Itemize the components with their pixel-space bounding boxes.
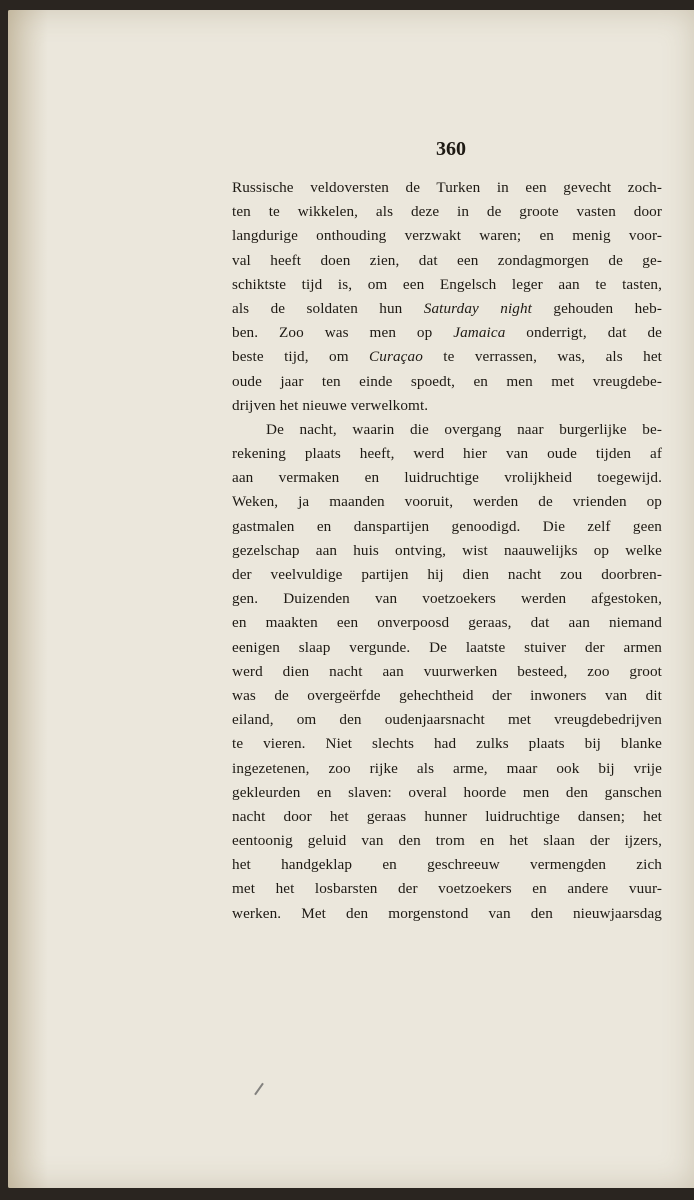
text-span: beste tijd, om	[232, 348, 370, 366]
text-line: val heeft doen zien, dat een zondagmorgen de ge-	[232, 251, 662, 269]
text-span: als de soldaten hun	[232, 299, 424, 317]
text-line: Russische veldoversten de Turken in een gevecht zoch-	[232, 179, 662, 196]
text-line: werd dien nacht aan vuurwerken besteed, zoo groot	[232, 662, 662, 680]
text-line: nacht door het geraas hunner luidruchtige dansen; het	[232, 807, 662, 825]
text-line: te vieren. Niet slechts had zulks plaats bij blanke	[232, 735, 662, 753]
italic-phrase: Saturday night	[423, 299, 532, 317]
text-line: werken. Met den morgenstond van den nieuwjaarsdag	[232, 904, 662, 922]
text-line: drijven het nieuwe verwelkomt.	[232, 396, 429, 414]
text-line: gen. Duizenden van voetzoekers werden afgestoken,	[232, 590, 662, 608]
text-line: eenigen slaap vergunde. De laatste stuiver der armen	[232, 638, 662, 656]
text-line: schiktste tijd is, om een Engelsch leger aan te tasten,	[232, 275, 662, 293]
text-line: gastmalen en danspartijen genoodigd. Die zelf geen	[232, 517, 662, 535]
text-line: gezelschap aan huis ontving, wist naauwelijks op welke	[232, 541, 662, 559]
italic-place-name: Curaçao	[369, 348, 423, 366]
book-page	[8, 10, 694, 1188]
page-number: 360	[436, 138, 466, 160]
text-line: rekening plaats heeft, werd hier van oude tijden af	[232, 445, 662, 463]
text-line: langdurige onthouding verzwakt waren; en menig voor-	[232, 227, 662, 245]
text-line	[232, 345, 662, 369]
text-line: eentoonig geluid van den trom en het slaan der ijzers,	[232, 832, 662, 850]
text-span: gehouden heb-	[531, 299, 662, 317]
text-line	[232, 297, 662, 321]
text-line: Weken, ja maanden vooruit, werden de vrienden op	[232, 493, 662, 511]
text-line: ten te wikkelen, als deze in de groote vasten door	[232, 203, 662, 221]
pencil-mark	[254, 1083, 264, 1096]
text-line: aan vermaken en luidruchtige vrolijkheid toegewijd.	[232, 469, 662, 487]
text-line: en maakten een onverpoosd geraas, dat aan niemand	[232, 614, 662, 632]
text-span: ben. Zoo was men op	[232, 324, 454, 342]
paragraph-1	[232, 176, 662, 418]
text-line: eiland, om den oudenjaarsnacht met vreugdebedrijven	[232, 711, 662, 729]
text-line	[232, 321, 662, 345]
text-line: oude jaar ten einde spoedt, en men met vreugdebe-	[232, 372, 662, 390]
text-line: het handgeklap en geschreeuw vermengden zich	[232, 856, 662, 874]
text-line: der veelvuldige partijen hij dien nacht zou doorbren-	[232, 566, 662, 583]
text-span: onderrigt, dat de	[505, 324, 662, 342]
text-line: ingezetenen, zoo rijke als arme, maar ook bij vrije	[232, 759, 662, 777]
text-line: met het losbarsten der voetzoekers en andere vuur-	[232, 880, 662, 898]
body-text	[232, 176, 662, 926]
text-span: te verrassen, was, als het	[422, 348, 662, 366]
paragraph-2	[232, 418, 662, 926]
text-line: was de overgeërfde gehechtheid der inwoners van dit	[232, 686, 662, 704]
text-line: gekleurden en slaven: overal hoorde men den ganschen	[232, 783, 662, 801]
text-line: De nacht, waarin die overgang naar burgerlijke be-	[266, 420, 662, 438]
italic-place-name: Jamaica	[453, 324, 506, 342]
